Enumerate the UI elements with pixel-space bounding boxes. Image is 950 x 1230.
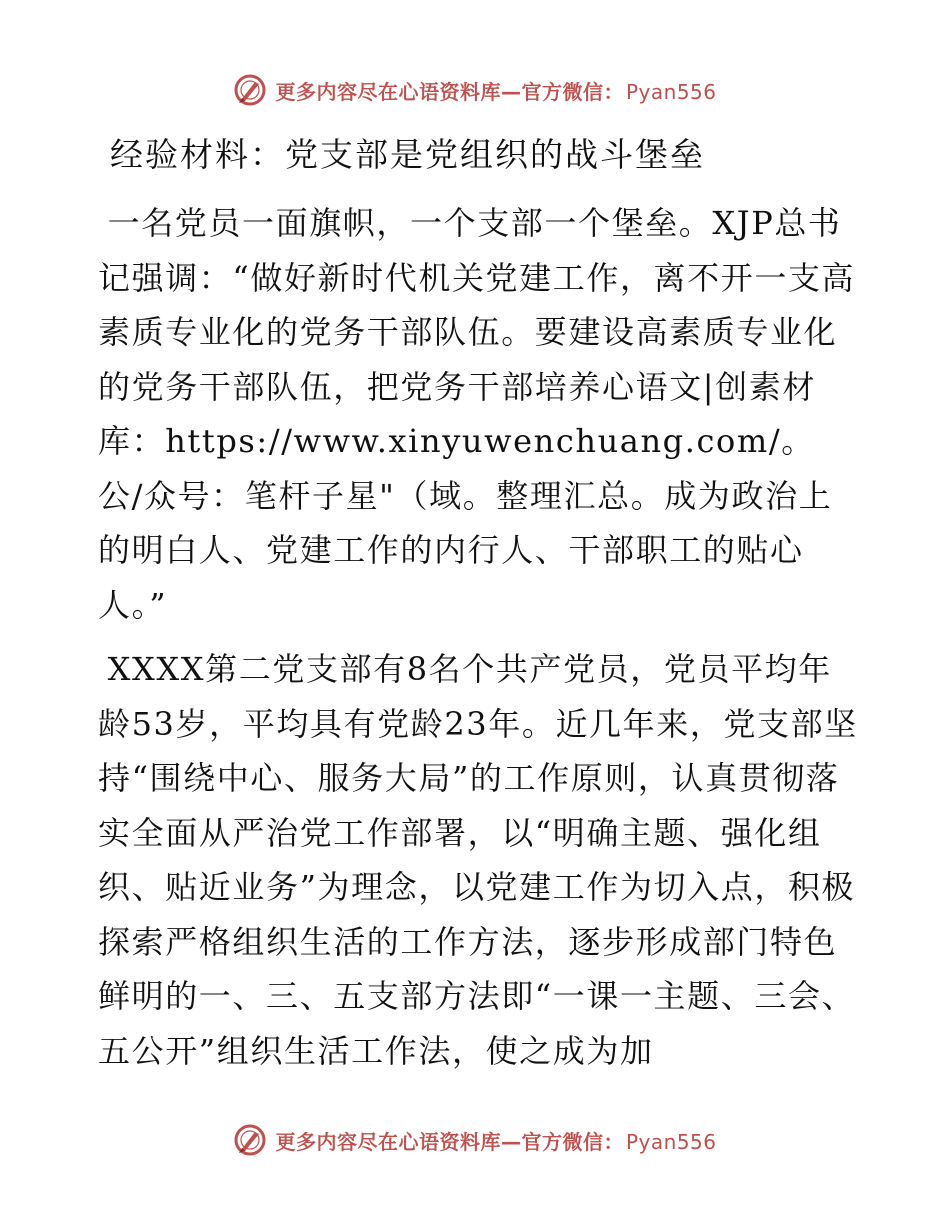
paragraph-2: XXXX第二党支部有8名个共产党员，党员平均年龄53岁，平均具有党龄23年。近几年来，党支部坚持“围绕中心、服务大局”的工作原则，认真贯彻落实全面从严治党工作部署，以“明确主题、强化组织、贴近业务”为理念，以党建工作为切入点，积极探索严格组织生活的工作方法，逐步形成部门特色鲜明的一、三、五支部方法即“一课一主题、三会、五公开”组织生活工作法，使之成为加 <box>98 650 858 1070</box>
header-wechat-id: Pyan556 <box>625 79 717 104</box>
document-title: 经验材料：党支部是党组织的战斗堡垒 <box>110 135 705 174</box>
footer-wechat-id: Pyan556 <box>625 1129 717 1154</box>
footer-banner <box>0 1120 950 1160</box>
header-banner <box>0 70 950 110</box>
document-body <box>98 118 858 1078</box>
quill-pen-logo-icon <box>233 1123 267 1157</box>
quill-pen-logo-icon <box>233 73 267 107</box>
footer-banner-text: 更多内容尽在心语资料库—官方微信： <box>275 1129 624 1154</box>
header-banner-text: 更多内容尽在心语资料库—官方微信： <box>275 79 624 104</box>
paragraph-1: 一名党员一面旗帜，一个支部一个堡垒。XJP总书记强调：“做好新时代机关党建工作，离不开一支高素质专业化的党务干部队伍。要建设高素质专业化的党务干部队伍，把党务干部培养心语文|创素材库：https://www.xinyuwenchuang.com/。公/众号：笔杆子星"（域。整理汇总。成为政治上的明白人、党建工作的内行人、干部职工的贴心人。” <box>98 204 856 624</box>
